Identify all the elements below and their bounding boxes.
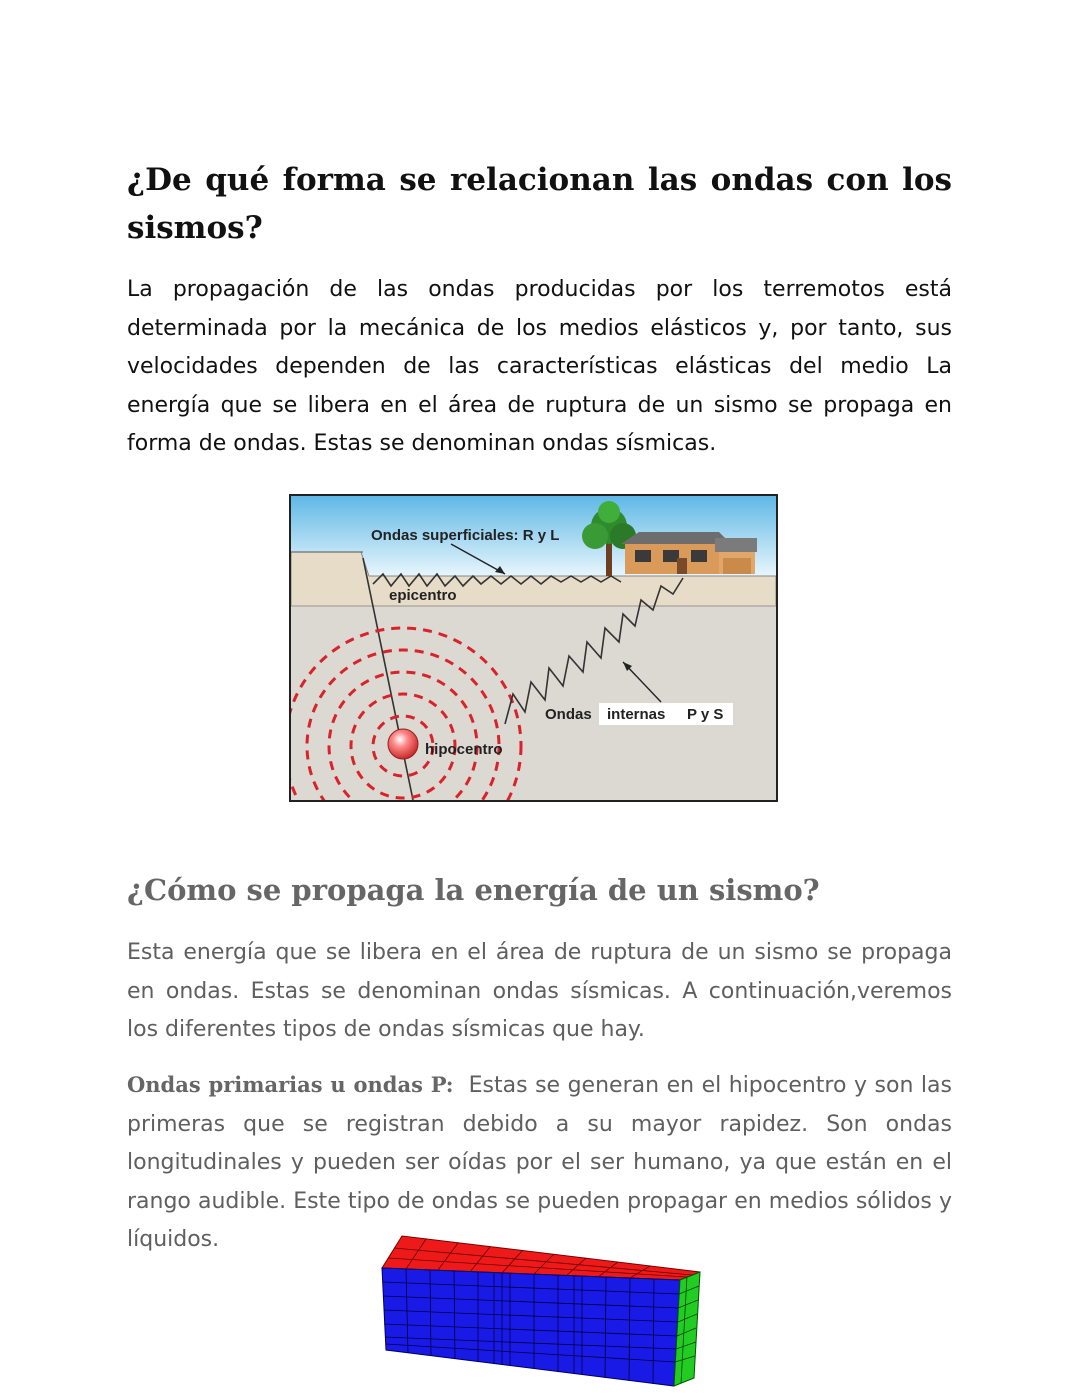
heading-waves-and-earthquakes: ¿De qué forma se relacionan las ondas con los sismos? — [127, 162, 952, 246]
primary-waves-term: Ondas primarias u ondas P: — [127, 1072, 454, 1097]
paragraph-primary-waves — [127, 1066, 952, 1260]
heading-energy-propagation: ¿Cómo se propaga la energía de un sismo? — [127, 873, 820, 907]
label-internal-waves-c: P y S — [687, 706, 724, 723]
label-internal-waves-b: internas — [607, 706, 666, 723]
label-epicenter: epicentro — [389, 587, 457, 604]
hypocenter-marker — [388, 729, 418, 759]
label-surface-waves: Ondas superficiales: R y L — [371, 527, 560, 544]
label-internal-waves-a: Ondas — [545, 706, 592, 723]
paragraph-wave-propagation: La propagación de las ondas producidas por los terremotos está determinada por la mecánica de los medios elásticos y, por tanto, sus velocidades dependen de las características elásticas del medio La energía que se libera en el área de ruptura de un sismo se propaga en forma de ondas. Estas se denominan ondas sísmicas. — [127, 277, 952, 456]
seismic-waves-diagram — [289, 494, 778, 802]
house — [621, 532, 757, 574]
p-wave-block — [378, 1232, 703, 1392]
primary-waves-description: Estas se generan en el hipocentro y son las primeras que se registran debido a su mayor rapidez. Son ondas longitudinales y pueden ser oídas por el ser humano, ya que están en el rango audible. Este tipo de ondas se pueden propagar en medios sólidos y líquidos. — [127, 1073, 952, 1252]
seismic-waves-illustration — [291, 496, 776, 800]
p-wave-block-illustration — [378, 1232, 703, 1392]
label-hypocenter: hipocentro — [425, 741, 503, 758]
paragraph-seismic-wave-types: Esta energía que se libera en el área de ruptura de un sismo se propaga en ondas. Estas se denominan ondas sísmicas. A continuación,veremos los diferentes tipos de ondas sísmicas que hay. — [127, 940, 952, 1042]
